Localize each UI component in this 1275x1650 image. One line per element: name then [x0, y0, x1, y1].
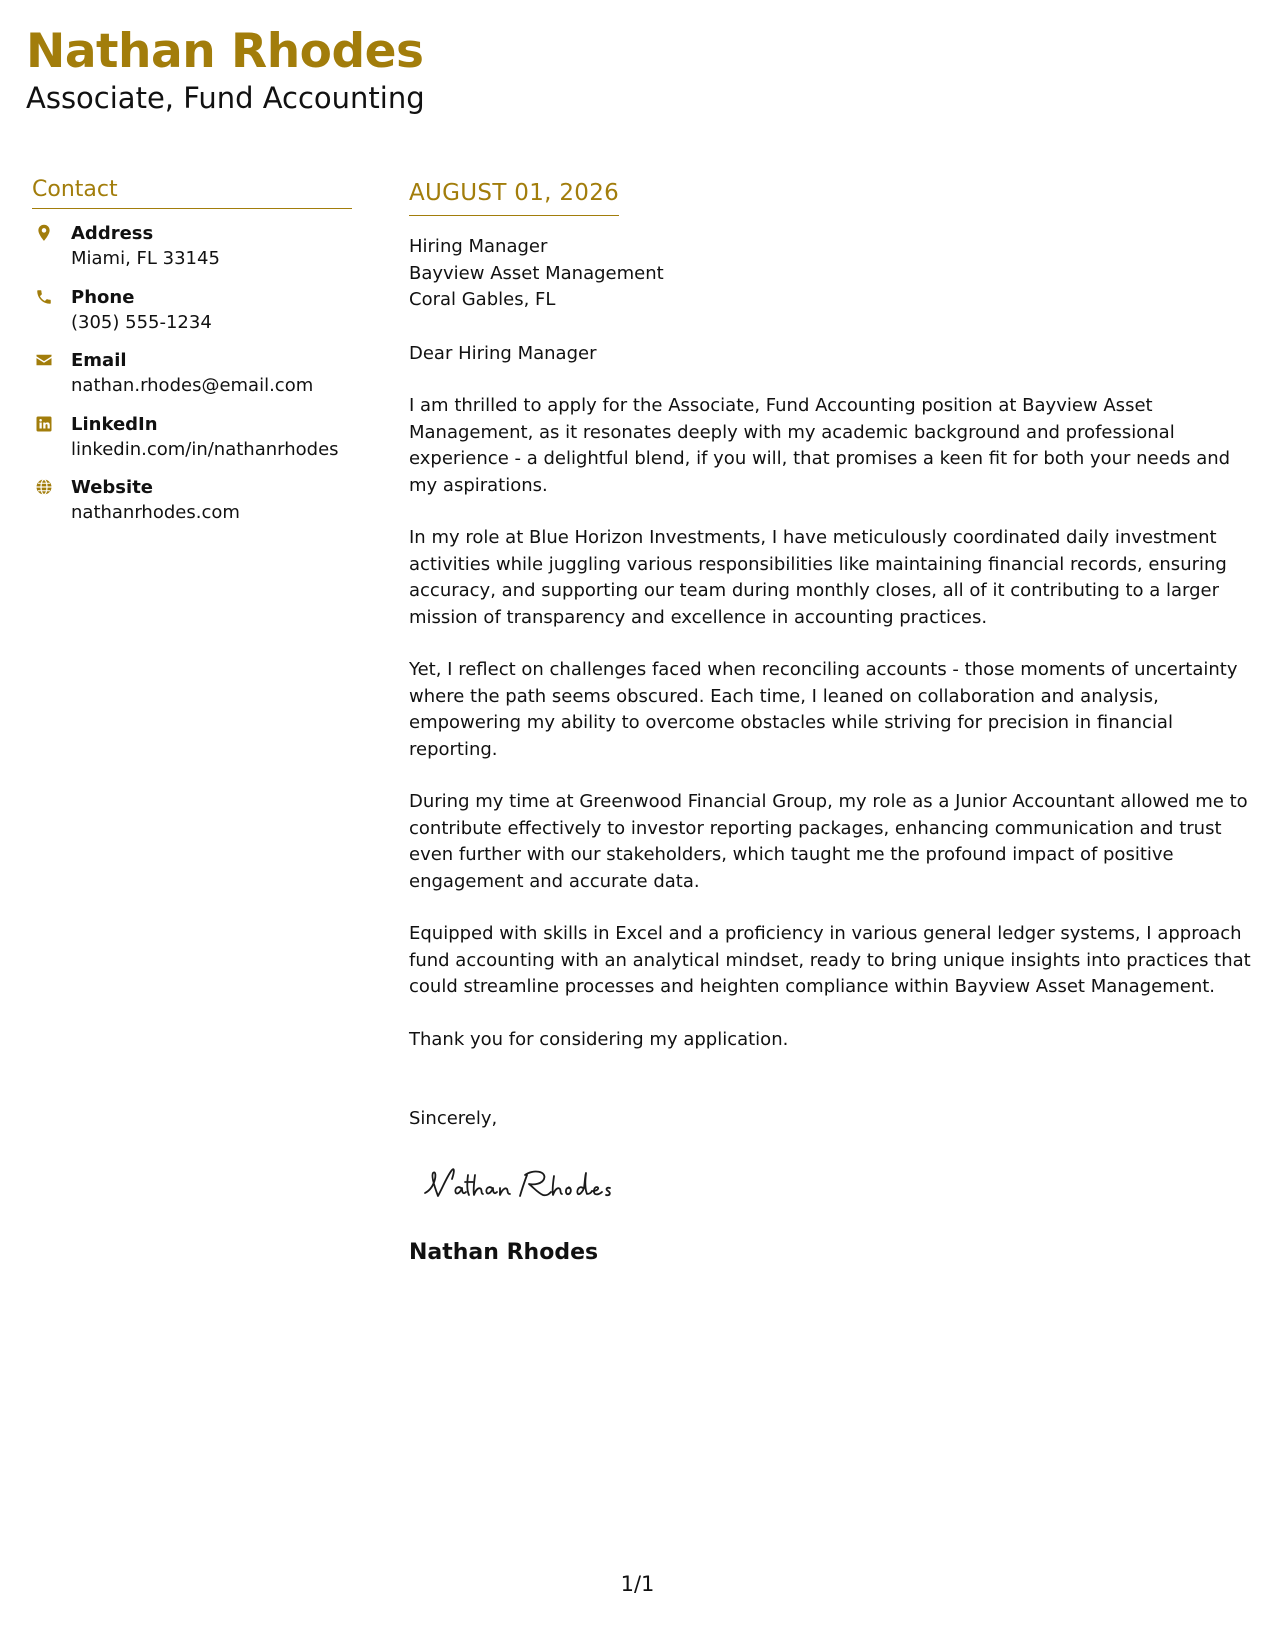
letter-date: AUGUST 01, 2026 — [409, 178, 619, 216]
salutation: Dear Hiring Manager — [409, 342, 597, 364]
handwritten-signature — [421, 1161, 661, 1207]
letter-paragraph: Yet, I reflect on challenges faced when reconciling accounts - those moments of uncertainty where the path seems obscured. Each time, I leaned on collaboration and analysis, empowering my ability to overcome obstacles while striving for precision in financial reporting. — [409, 659, 1238, 760]
recipient-block — [409, 234, 1254, 314]
letter-paragraph: During my time at Greenwood Financial Group, my role as a Junior Accountant allowed me to contribute effectively to investor reporting packages, enhancing communication and trust even further with our stakeholders, which taught me the profound impact of positive engagement and accurate data. — [409, 791, 1248, 892]
recipient-name: Hiring Manager — [409, 236, 548, 257]
contact-label: Phone — [71, 286, 135, 308]
contact-list — [32, 221, 352, 539]
contact-label: Email — [71, 350, 127, 371]
contact-item-email — [32, 348, 352, 412]
signer-name: Nathan Rhodes — [409, 1239, 599, 1265]
closing: Sincerely, — [409, 1108, 498, 1129]
page-number: 1/1 — [620, 1572, 655, 1596]
applicant-name: Nathan Rhodes — [26, 24, 424, 79]
letter-paragraph: Equipped with skills in Excel and a proficiency in various general ledger systems, I approach fund accounting with an analytical mindset, ready to bring unique insights into practices that could streamline processes and heighten compliance within Bayview Asset Management. — [409, 923, 1251, 997]
contact-label: Address — [71, 223, 154, 244]
phone-value: (305) 555-1234 — [71, 311, 212, 333]
recipient-company: Bayview Asset Management — [409, 262, 664, 284]
contact-label: LinkedIn — [71, 413, 158, 435]
map-pin-icon — [35, 224, 53, 242]
contact-item-phone — [32, 285, 352, 349]
envelope-icon — [35, 351, 53, 369]
contact-heading: Contact — [32, 176, 352, 209]
letter-paragraph: In my role at Blue Horizon Investments, I have meticulously coordinated daily investment activities while juggling various responsibilities like maintaining financial records, ensuring accuracy, and supporting our team during monthly closes, all of it contributing to a larger mission of transparency and excellence in accounting practices. — [409, 527, 1227, 628]
contact-item-address — [32, 221, 352, 285]
contact-item-linkedin — [32, 412, 352, 476]
contact-label: Website — [71, 477, 154, 498]
letter-paragraph: Thank you for considering my application. — [409, 1028, 789, 1050]
header — [26, 22, 425, 116]
address-value: Miami, FL 33145 — [71, 248, 220, 269]
letter-paragraph: I am thrilled to apply for the Associate, Fund Accounting position at Bayview Asset Management, as it resonates deeply with my academic background and professional experience - a delightful blend, if you will, that promises a keen fit for both your needs and my aspirations. — [409, 395, 1231, 496]
letter-body — [409, 178, 1254, 1265]
recipient-location: Coral Gables, FL — [409, 289, 556, 310]
contact-item-website — [32, 475, 352, 539]
job-title: Associate, Fund Accounting — [26, 81, 425, 115]
email-value: nathan.rhodes@email.com — [71, 375, 314, 396]
globe-icon — [35, 478, 53, 496]
linkedin-value: linkedin.com/in/nathanrhodes — [71, 438, 339, 460]
linkedin-icon — [35, 415, 53, 433]
phone-icon — [35, 288, 53, 306]
website-value: nathanrhodes.com — [71, 502, 240, 523]
contact-sidebar — [32, 176, 352, 539]
